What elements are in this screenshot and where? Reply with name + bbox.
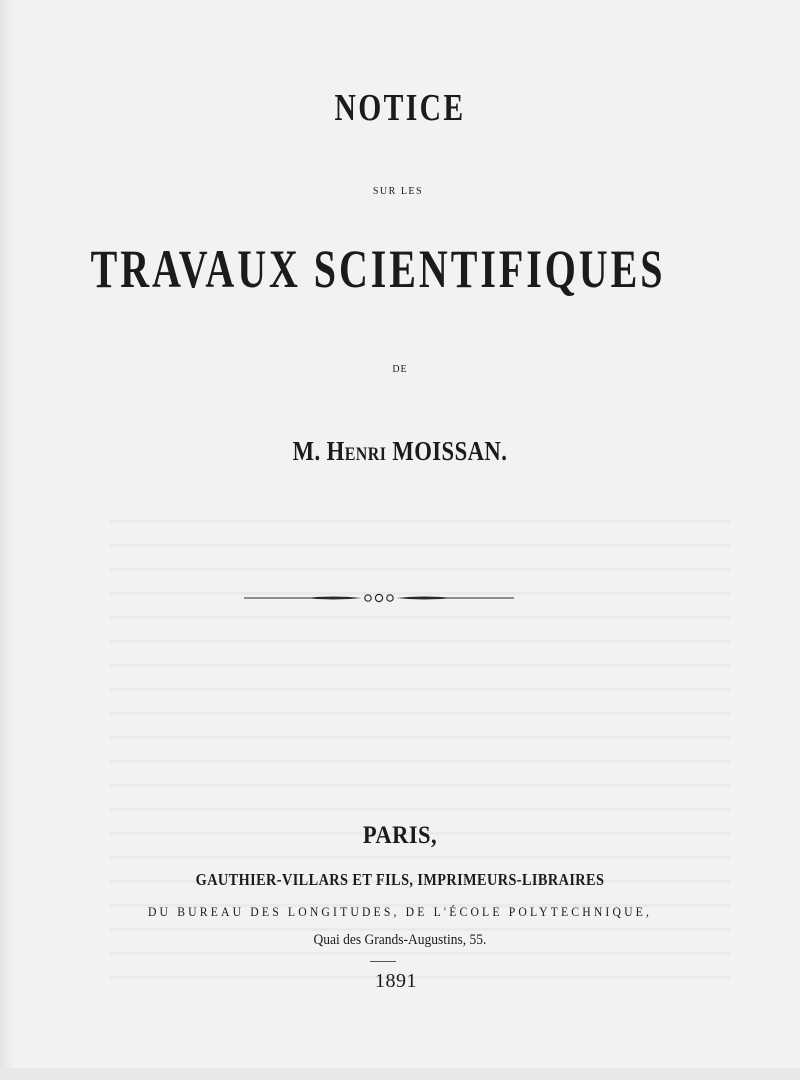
year-rule xyxy=(370,961,396,962)
page-bottom-edge xyxy=(0,1068,800,1080)
connector-sur-les: SUR LES xyxy=(372,186,424,197)
imprint-city: PARIS, xyxy=(362,822,438,849)
main-title: TRAVAUX SCIENTIFIQUES xyxy=(90,239,666,299)
connector-de: DE xyxy=(392,364,408,375)
notice-heading: NOTICE xyxy=(334,87,466,129)
imprint-year: 1891 xyxy=(375,970,417,992)
decorative-rule-icon xyxy=(244,588,514,608)
author-name: M. Henri MOISSAN. xyxy=(292,436,508,466)
imprint-publisher: GAUTHIER-VILLARS ET FILS, IMPRIMEURS-LIBRAIRES xyxy=(195,870,605,889)
page-gutter-shadow xyxy=(0,0,14,1080)
imprint-address: Quai des Grands-Augustins, 55. xyxy=(313,932,487,948)
imprint-affiliation: DU BUREAU DES LONGITUDES, DE L'ÉCOLE POLYTECHNIQUE, xyxy=(147,904,653,919)
